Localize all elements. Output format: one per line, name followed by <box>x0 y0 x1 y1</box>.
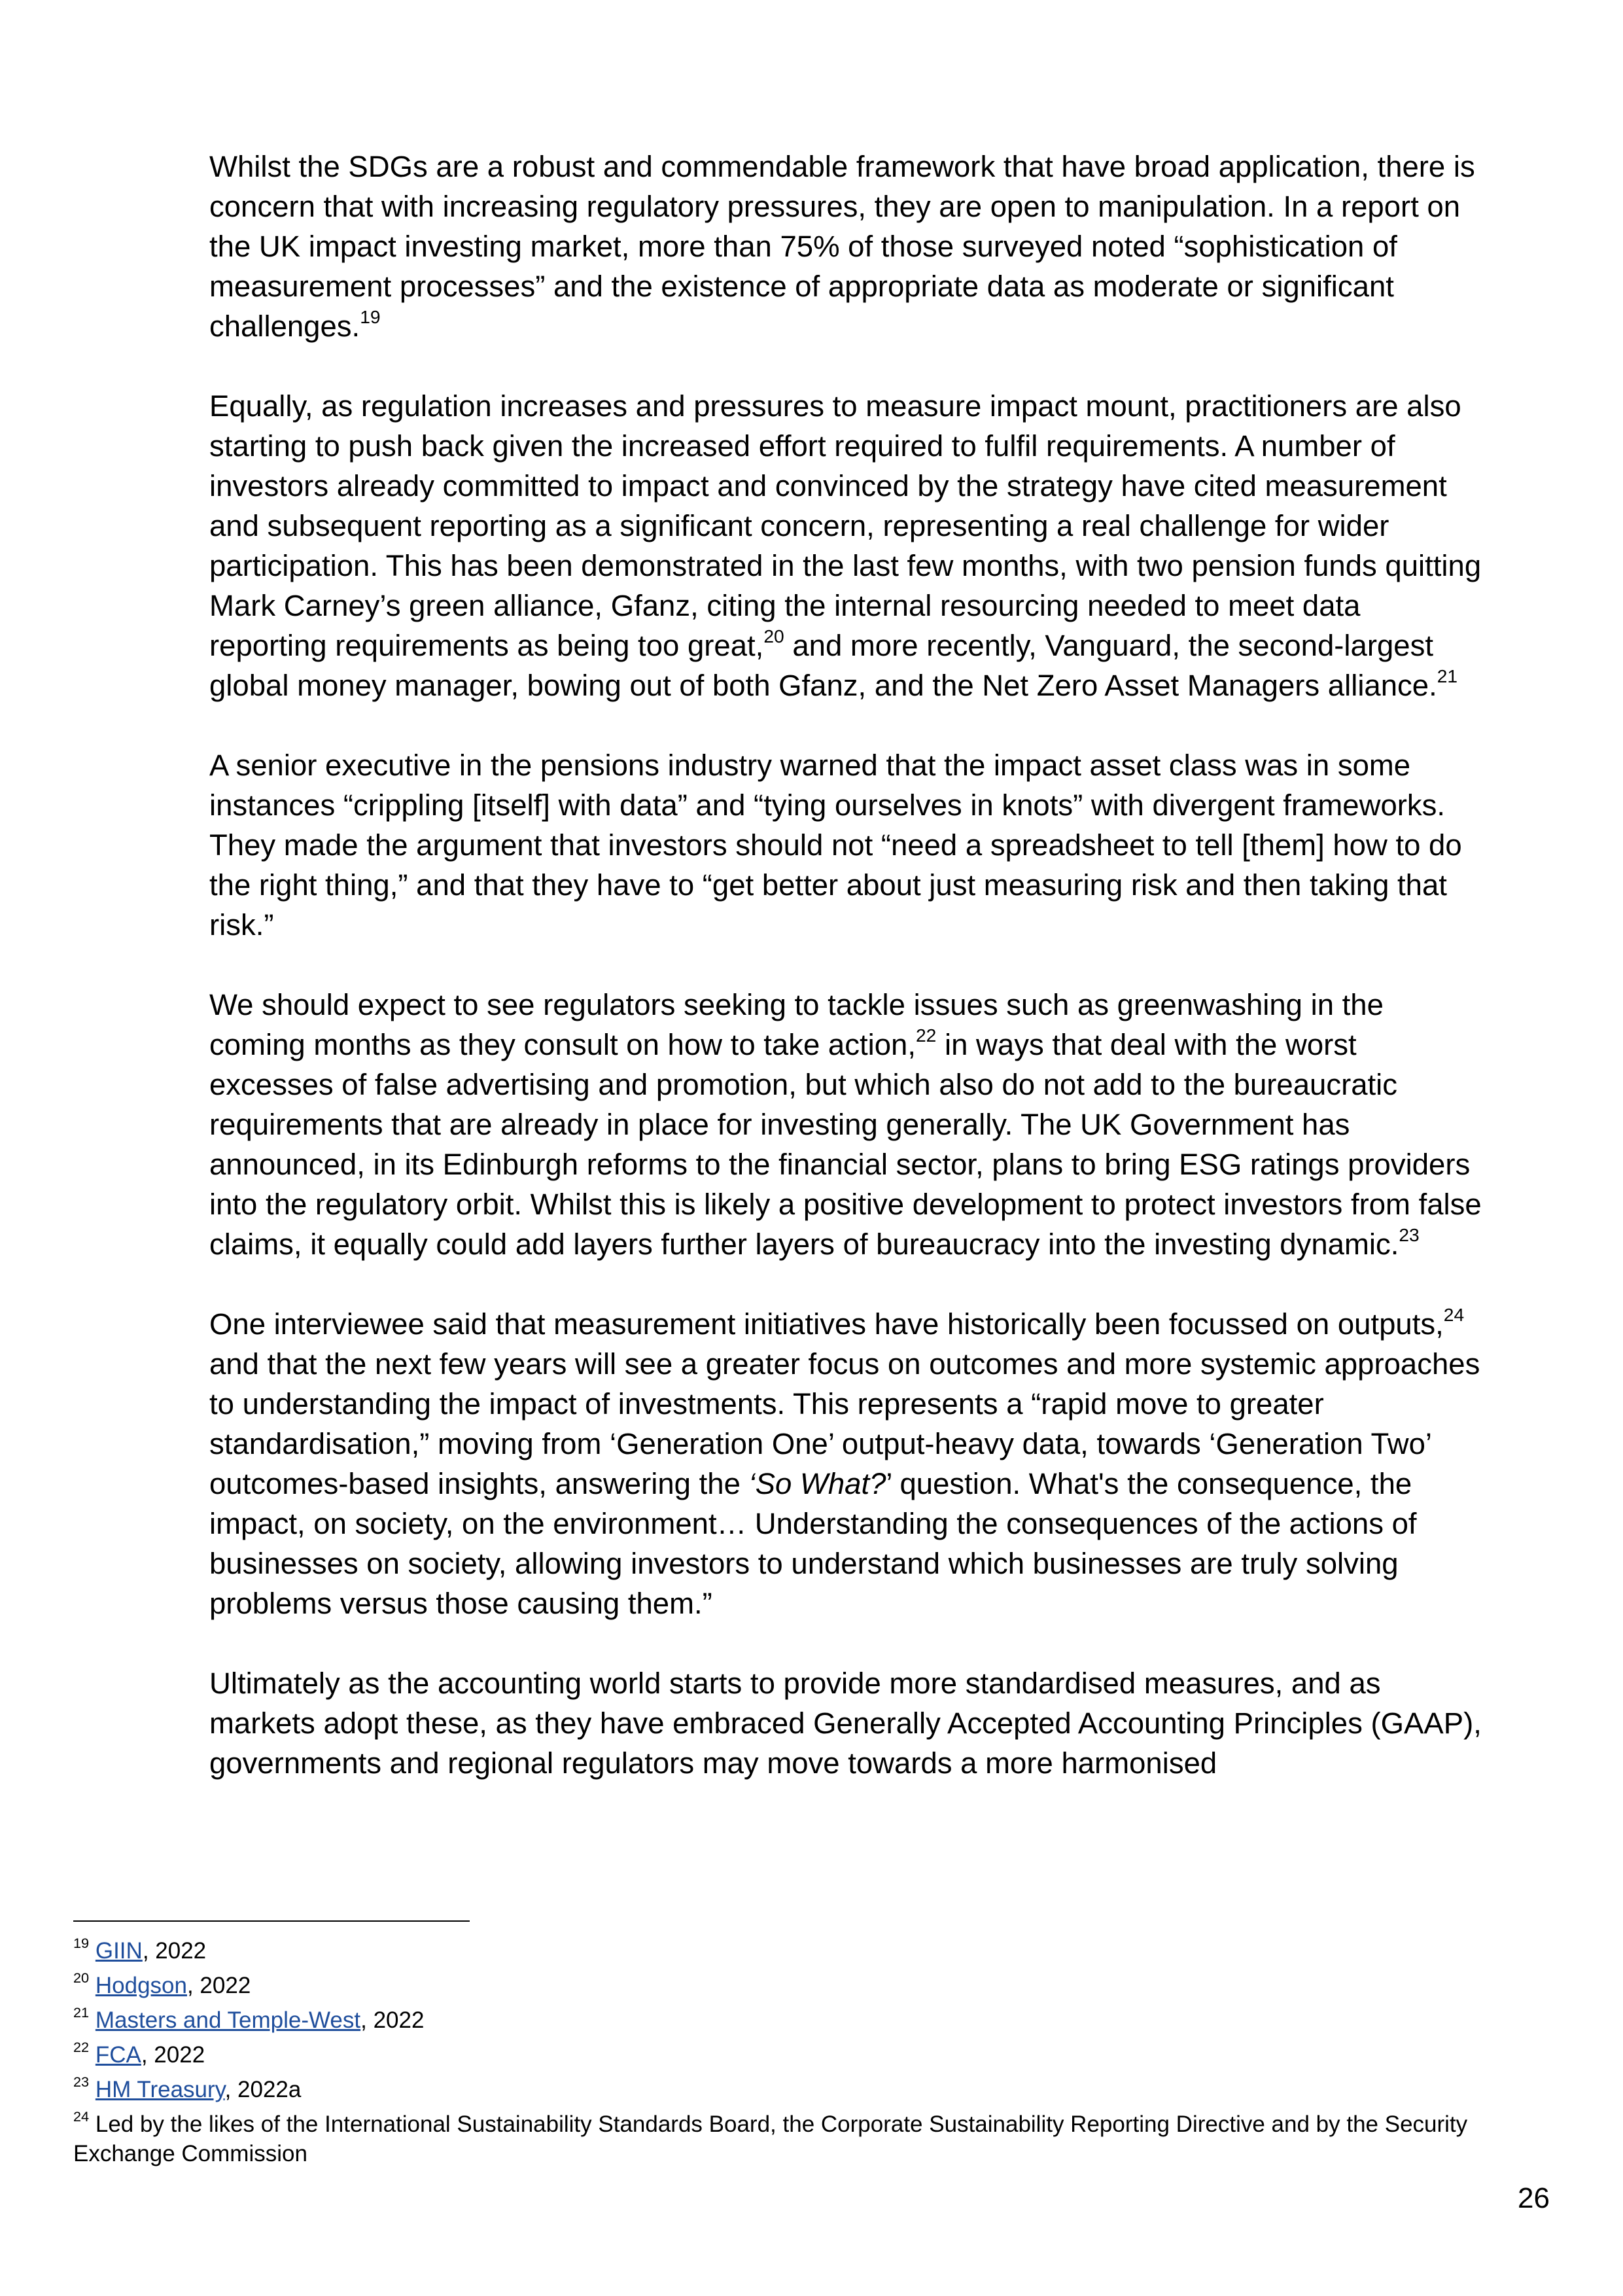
footnote-year: , 2022 <box>142 1938 207 1964</box>
footnote-number: 23 <box>73 2074 90 2091</box>
paragraph-text: Whilst the SDGs are a robust and commendable framework that have broad application, there is concern that with increasing regulatory pressures, they are open to manipulation. In a report on the UK impact investing market, more than 75% of those surveyed noted “sophistication of measurement processes” and the existence of appropriate data as moderate or significant challenges. <box>209 150 1475 343</box>
paragraph-accounting <box>209 1663 1485 1783</box>
footnote-20 <box>73 1968 1545 2003</box>
footnote-ref-20[interactable]: 20 <box>763 625 784 646</box>
paragraph-text: and more recently, Vanguard, the second-largest global money manager, bowing out of both Gfanz, and the Net Zero Asset Managers alliance. <box>209 629 1437 702</box>
footnotes <box>73 1934 1545 2168</box>
footnote-ref-23[interactable]: 23 <box>1399 1224 1420 1245</box>
footnote-number: 22 <box>73 2039 90 2056</box>
footnote-year: , 2022 <box>141 2042 205 2068</box>
footnote-19 <box>73 1934 1545 1968</box>
footnote-link-fca[interactable]: FCA <box>95 2042 141 2068</box>
paragraph-text: in ways that deal with the worst excesses of false advertising and promotion, but which also do not add to the bureaucratic requirements that are already in place for investing generally. The UK Government has announced, in its Edinburgh reforms to the financial sector, plans to bring ESG ratings providers into the regulatory orbit. Whilst this is likely a positive development to protect investors from false claims, it equally could add layers further layers of bureaucracy into the investing dynamic. <box>209 1028 1482 1261</box>
paragraph-text: ’ question. What's the consequence, the impact, on society, on the environment… Understanding the consequences of the actions of businesses on society, allowing investors to understand which businesses are truly solving problems versus those causing them.” <box>209 1467 1417 1620</box>
body-text <box>209 147 1485 1823</box>
paragraph-text: One interviewee said that measurement initiatives have historically been focussed on outputs, <box>209 1307 1444 1341</box>
footnote-link-masters[interactable]: Masters and Temple-West <box>95 2007 361 2033</box>
paragraph-sdgs <box>209 147 1485 346</box>
paragraph-pensions <box>209 745 1485 945</box>
footnote-separator <box>73 1920 470 1922</box>
footnote-23 <box>73 2072 1545 2107</box>
footnote-ref-19[interactable]: 19 <box>360 306 381 327</box>
footnote-number: 20 <box>73 1969 90 1987</box>
footnote-number: 24 <box>73 2108 90 2125</box>
paragraph-text: Ultimately as the accounting world starts to provide more standardised measures, and as markets adopt these, as they have embraced Generally Accepted Accounting Principles (GAAP), governments and regional regulators may move towards a more harmonised <box>209 1667 1482 1780</box>
footnote-ref-22[interactable]: 22 <box>915 1024 937 1046</box>
footnote-ref-24[interactable]: 24 <box>1443 1303 1465 1325</box>
paragraph-text: We should expect to see regulators seeking to tackle issues such as greenwashing in the coming months as they consult on how to take action, <box>209 988 1384 1061</box>
page-number: 26 <box>1518 2182 1550 2214</box>
paragraph-regulation <box>209 386 1485 705</box>
footnote-link-hodgson[interactable]: Hodgson <box>95 1973 187 1998</box>
italic-phrase: ‘So What? <box>748 1467 886 1500</box>
footnote-link-hm-treasury[interactable]: HM Treasury <box>95 2077 225 2102</box>
paragraph-text: Equally, as regulation increases and pressures to measure impact mount, practitioners are also starting to push back given the increased effort required to fulfil requirements. A number of investors already committed to impact and convinced by the strategy have cited measurement and subsequent reporting as a significant concern, representing a real challenge for wider participation. This has been demonstrated in the last few months, with two pension funds quitting Mark Carney’s green alliance, Gfanz, citing the internal resourcing needed to meet data reporting requirements as being too great, <box>209 389 1482 662</box>
footnote-ref-21[interactable]: 21 <box>1437 665 1458 686</box>
footnote-22 <box>73 2038 1545 2072</box>
paragraph-measurement <box>209 1304 1485 1623</box>
paragraph-regulators <box>209 985 1485 1264</box>
paragraph-text: and that the next few years will see a greater focus on outcomes and more systemic approaches to understanding the impact of investments. This represents a “rapid move to greater standardisation,” moving from ‘Generation One’ output-heavy data, towards ‘Generation Two’ outcomes-based insights, answering the <box>209 1347 1480 1500</box>
footnote-number: 21 <box>73 2004 90 2021</box>
footnote-link-giin[interactable]: GIIN <box>95 1938 143 1964</box>
footnote-text: Led by the likes of the International Sustainability Standards Board, the Corporate Sustainability Reporting Directive and by the Security Exchange Commission <box>73 2111 1468 2166</box>
footnote-year: , 2022 <box>360 2007 425 2033</box>
footnote-year: , 2022a <box>224 2077 302 2102</box>
footnote-number: 19 <box>73 1935 90 1952</box>
footnote-21 <box>73 2003 1545 2038</box>
footnote-year: , 2022 <box>186 1973 251 1998</box>
footnote-24 <box>73 2110 1545 2168</box>
paragraph-text: A senior executive in the pensions industry warned that the impact asset class was in some instances “crippling [itself] with data” and “tying ourselves in knots” with divergent frameworks. They made the argument that investors should not “need a spreadsheet to tell [them] how to do the right thing,” and that they have to “get better about just measuring risk and then taking that risk.” <box>209 749 1462 942</box>
